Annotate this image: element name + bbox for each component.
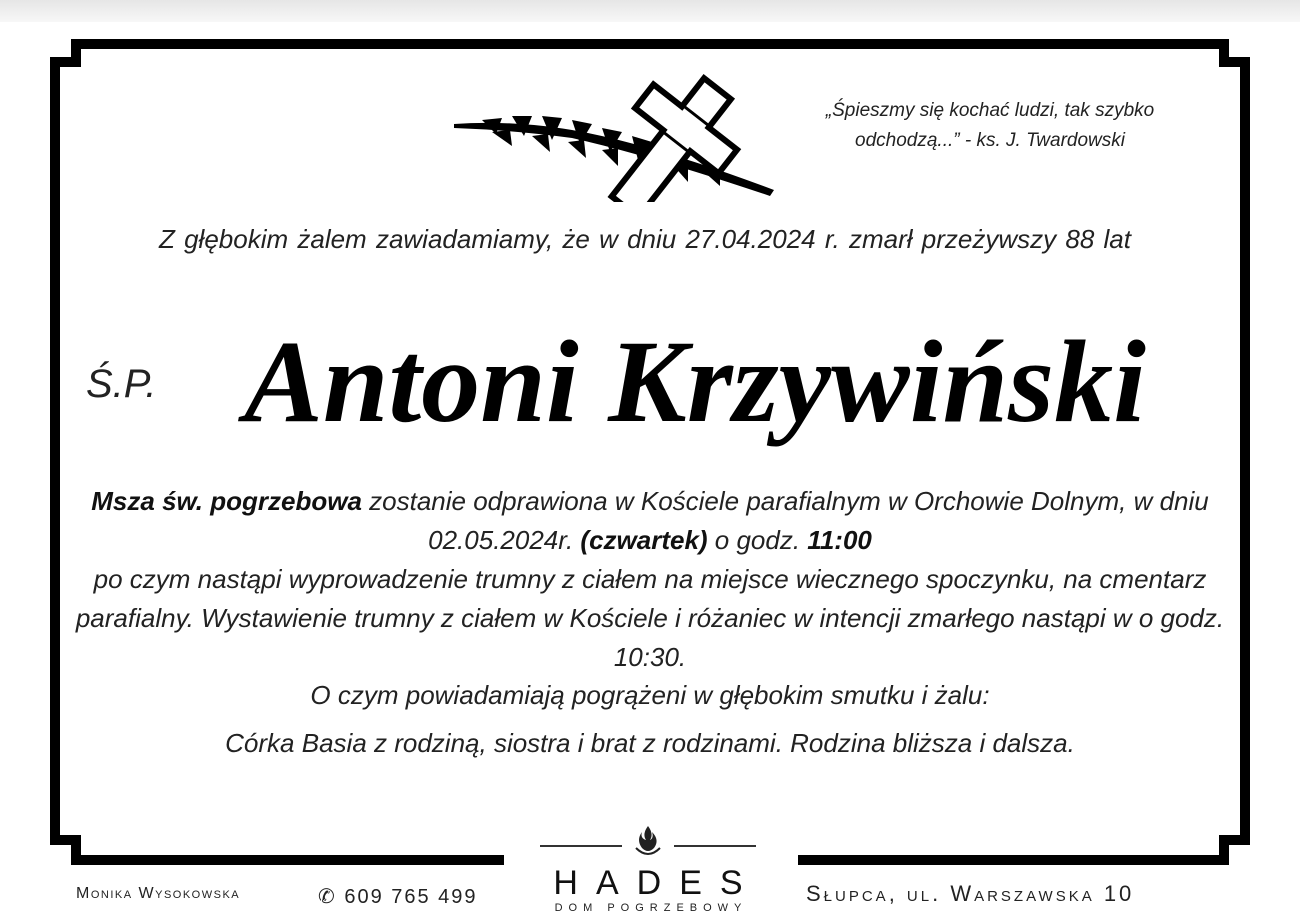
flame-icon: [636, 826, 660, 854]
age-text: przeżywszy: [921, 224, 1057, 254]
funeral-weekday: (czwartek): [580, 525, 708, 555]
death-date: 27.04.2024 r.: [685, 224, 840, 254]
cross-emblem-icon: [452, 72, 782, 202]
announcement-verb: zmarł: [849, 224, 913, 254]
phone-icon: ✆: [318, 886, 337, 908]
quote-line-2: odchodzą...” - ks. J. Twardowski: [855, 130, 1125, 151]
footer-phone-number: 609 765 499: [344, 886, 478, 908]
funeral-text-2: o godz.: [707, 525, 808, 555]
announcement-line: [60, 224, 1230, 255]
announcement-lead: Z głębokim żalem zawiadamiamy, że w dniu: [158, 224, 677, 254]
hades-logo: [530, 824, 766, 916]
footer-address: Słupca, ul. Warszawska 10: [806, 881, 1135, 906]
logo-subtitle: DOM POGRZEBOWY: [554, 902, 748, 914]
funeral-time: 11:00: [807, 525, 872, 555]
mass-label: Msza św. pogrzebowa: [91, 486, 362, 516]
logo-ornament: [530, 824, 766, 864]
quote-line-1: „Śpieszmy się kochać ludzi, tak szybko: [825, 100, 1155, 121]
deceased-name: Antoni Krzywiński: [244, 316, 1146, 447]
footer-phone: [318, 884, 478, 909]
name-prefix: Ś.P.: [86, 362, 157, 406]
quote-block: [780, 96, 1200, 156]
age-value: 88 lat: [1065, 224, 1131, 254]
funeral-text-3: po czym nastąpi wyprowadzenie trumny z ciałem na miejsce wiecznego spoczynku, na cmentarz parafialny. Wystawienie trumny z ciałem w Kościele i różaniec w intencji zmarłego nastąpi w o godz. 10:30.: [75, 564, 1225, 672]
funeral-details: [70, 482, 1230, 677]
mourners-list: Córka Basia z rodziną, siostra i brat z rodzinami. Rodzina bliższa i dalsza.: [225, 728, 1075, 758]
logo-name: HADES: [553, 864, 761, 902]
footer-contact-name: Monika Wysokowska: [76, 885, 241, 902]
mourners-intro: O czym powiadamiają pogrążeni w głębokim smutku i żalu:: [310, 680, 990, 710]
funeral-text-1: zostanie odprawiona w Kościele parafialnym w Orchowie Dolnym, w dniu 02.05.2024r.: [361, 486, 1209, 555]
